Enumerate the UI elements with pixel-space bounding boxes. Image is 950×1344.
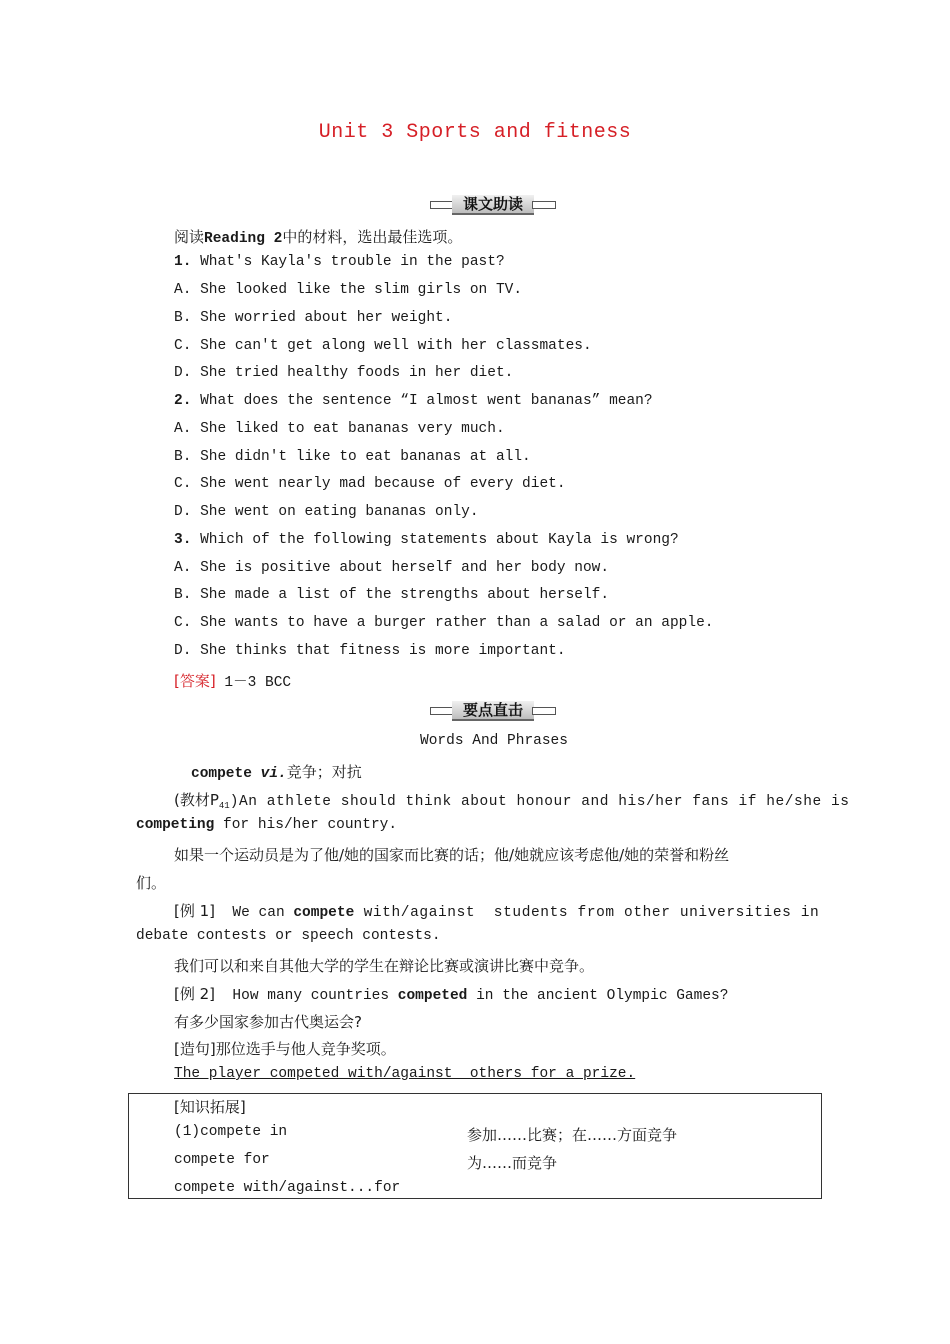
- question-stem: What does the sentence “I almost went bananas” mean?: [191, 393, 653, 409]
- example-text: We can: [215, 905, 294, 921]
- make-sentence-label: [造句]: [174, 1040, 216, 1058]
- example-1-cont: debate contests or speech contests.: [136, 928, 441, 944]
- example-1-translation: 我们可以和来自其他大学的学生在辩论比赛或演讲比赛中竞争。: [174, 957, 595, 975]
- banner-left-bar: [430, 201, 454, 209]
- section-banner-key-points: [430, 701, 556, 721]
- example-label: [例 1]: [174, 902, 216, 920]
- question-3: [174, 532, 679, 548]
- headword: compete: [191, 766, 252, 782]
- example-bold: compete: [293, 905, 355, 921]
- question-stem: What's Kayla's trouble in the past?: [191, 254, 505, 270]
- make-sentence-answer: The player competed with/against others for a prize.: [174, 1066, 636, 1082]
- option: B. She didn't like to eat bananas at all.: [174, 449, 531, 465]
- question-1: [174, 254, 505, 270]
- knowledge-extension-box: [128, 1093, 822, 1199]
- instruction: [174, 226, 462, 247]
- source-bold: competing: [136, 817, 215, 833]
- word-meaning: 竞争；对抗: [286, 763, 362, 781]
- make-sentence: [174, 1038, 396, 1059]
- source-translation-cont: 们。: [136, 874, 167, 892]
- option: A. She liked to eat bananas very much.: [174, 421, 505, 437]
- option: D. She went on eating bananas only.: [174, 504, 479, 520]
- phrase-en: (1)compete in: [174, 1124, 288, 1140]
- banner-left-bar: [430, 707, 454, 715]
- option: D. She thinks that fitness is more important.: [174, 643, 566, 659]
- example-text: with/against students from other universities in: [354, 905, 820, 921]
- phrase-en: compete with/against...for: [174, 1180, 401, 1196]
- banner-label: 课文助读: [452, 195, 534, 215]
- question-number: 2.: [174, 393, 192, 409]
- source-text: )An athlete should think about honour and his/her fans if he/she is: [229, 794, 850, 810]
- banner-label: 要点直击: [452, 701, 534, 721]
- example-label: [例 2]: [174, 985, 216, 1003]
- example-bold: competed: [397, 988, 468, 1004]
- instruction-bold: Reading 2: [204, 231, 283, 247]
- option: C. She went nearly mad because of every diet.: [174, 476, 566, 492]
- option: C. She can't get along well with her classmates.: [174, 338, 592, 354]
- option: D. She tried healthy foods in her diet.: [174, 365, 514, 381]
- instruction-pre: 阅读: [174, 228, 205, 246]
- example-2-translation: 有多少国家参加古代奥运会?: [174, 1013, 362, 1031]
- phrase-cn: 参加……比赛；在……方面竞争: [467, 1126, 678, 1144]
- source-translation: 如果一个运动员是为了他/她的国家而比赛的话；他/她就应该考虑他/她的荣誉和粉丝: [174, 846, 730, 864]
- phrase-en: compete for: [174, 1152, 270, 1168]
- answer-label: [答案]: [174, 672, 216, 690]
- banner-right-bar: [532, 707, 556, 715]
- option: A. She is positive about herself and her body now.: [174, 560, 610, 576]
- question-number: 3.: [174, 532, 192, 548]
- instruction-post: 中的材料，选出最佳选项。: [282, 228, 463, 246]
- question-stem: Which of the following statements about Kayla is wrong?: [191, 532, 679, 548]
- make-sentence-prompt: 那位选手与他人竞争奖项。: [215, 1040, 396, 1058]
- page-title: Unit 3 Sports and fitness: [318, 121, 632, 144]
- question-2: [174, 393, 653, 409]
- source-sentence: [174, 789, 850, 811]
- phrase-cn: 为……而竞争: [467, 1154, 558, 1172]
- option: A. She looked like the slim girls on TV.: [174, 282, 523, 298]
- option: C. She wants to have a burger rather than a salad or an apple.: [174, 615, 714, 631]
- source-tail: for his/her country.: [214, 817, 398, 833]
- source-page: 41: [218, 801, 230, 811]
- subheading: Words And Phrases: [420, 733, 568, 749]
- option: B. She made a list of the strengths about herself.: [174, 587, 610, 603]
- answer-text: 1－3 BCC: [215, 675, 292, 691]
- question-number: 1.: [174, 254, 192, 270]
- example-text: How many countries: [215, 988, 398, 1004]
- option: B. She worried about her weight.: [174, 310, 453, 326]
- section-banner-reading-guide: [430, 195, 556, 215]
- answer: [174, 670, 291, 691]
- box-label: [知识拓展]: [174, 1098, 246, 1116]
- word-entry: [191, 761, 362, 782]
- example-text: in the ancient Olympic Games?: [467, 988, 729, 1004]
- source-label: (教材P: [174, 791, 219, 809]
- example-1: [174, 900, 819, 921]
- example-2: [174, 983, 728, 1004]
- source-sentence-cont: [136, 817, 397, 833]
- banner-right-bar: [532, 201, 556, 209]
- part-of-speech: vi.: [260, 766, 287, 782]
